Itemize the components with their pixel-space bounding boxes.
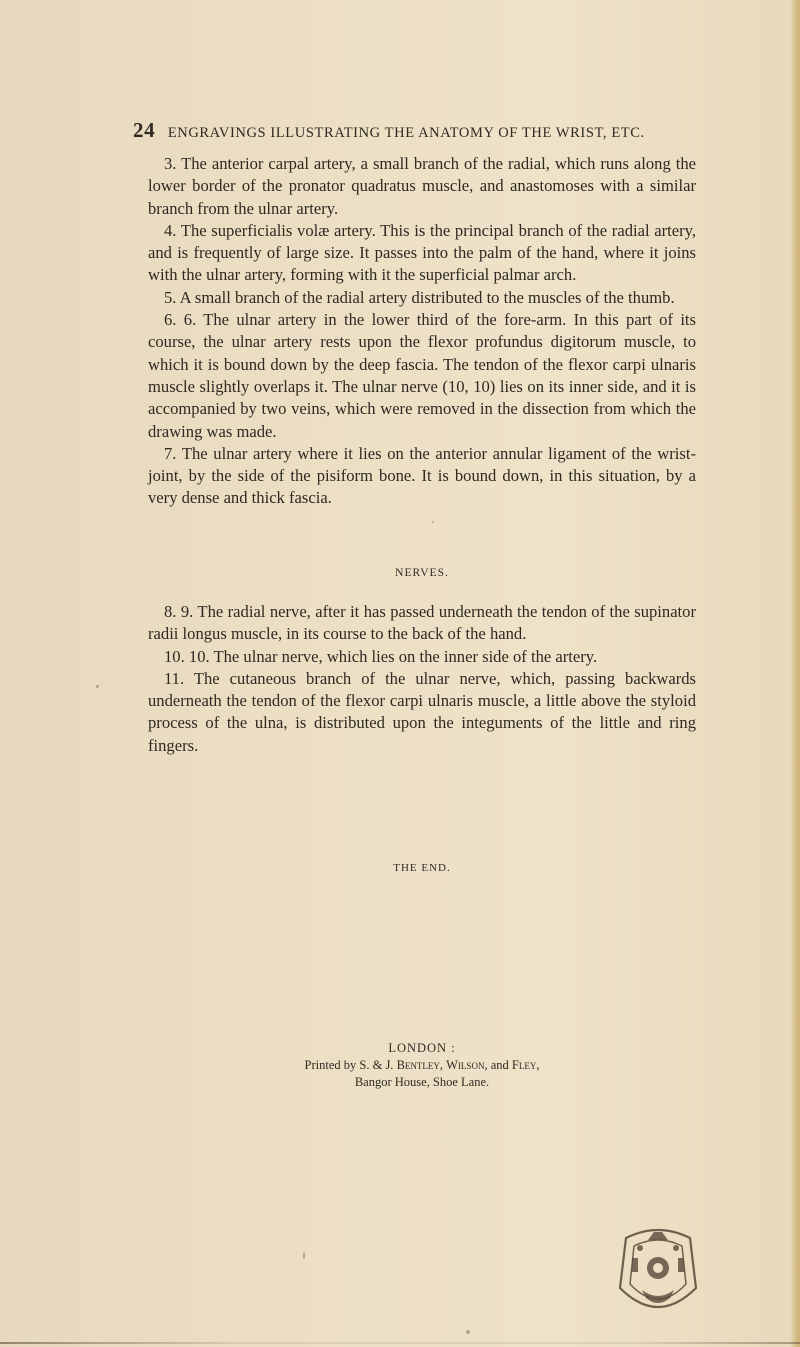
- nerve-item-10: 10. 10. The ulnar nerve, which lies on the inner side of the artery.: [164, 646, 598, 666]
- page-edge-shadow: [790, 0, 800, 1347]
- imprint-city: LONDON :: [388, 1041, 456, 1055]
- artery-item-5: 5. A small branch of the radial artery distributed to the muscles of the thumb.: [164, 287, 675, 307]
- imprint-suffix: ,: [536, 1058, 540, 1072]
- artery-item-7: 7. The ulnar artery where it lies on the anterior annular ligament of the wrist-joint, by the side of the pisiform bone. It is bound down, in this situation, by a very dense and thick fascia.: [148, 443, 696, 508]
- imprint-wilson: Wilson: [446, 1058, 485, 1072]
- artery-item-4: 4. The superficialis volæ artery. This is the principal branch of the radial artery, and is frequently of large size. It passes into the palm of the hand, where it joins with the ulnar artery, forming with it the superficial palmar arch.: [148, 220, 696, 285]
- imprint-prefix: Printed by S. & J.: [304, 1058, 397, 1072]
- imprint-printer-line: [148, 1057, 696, 1074]
- imprint-address: Bangor House, Shoe Lane.: [354, 1075, 490, 1089]
- paper-speck: [96, 685, 99, 688]
- printer-imprint: [148, 1040, 696, 1091]
- nerve-item-8-9: 8. 9. The radial nerve, after it has passed underneath the tendon of the supinator radii longus muscle, in its course to the back of the hand.: [148, 602, 696, 644]
- arteries-list: [148, 153, 696, 510]
- library-stamp-icon: [612, 1218, 704, 1330]
- stamp-svg: [612, 1218, 704, 1330]
- artery-item-6: 6. 6. The ulnar artery in the lower third of the fore-arm. In this part of its course, the ulnar artery rests upon the flexor profundus digitorum muscle, to which it is bound down by the deep fascia. The tendon of the flexor carpi ulnaris muscle slightly overlaps it. The ulnar nerve (10, 10) lies on its inner side, and it is accompanied by two veins, which were removed in the dissection from which the drawing was made.: [148, 310, 696, 441]
- the-end-text: THE END.: [393, 862, 451, 874]
- imprint-bentley: Bentley: [396, 1058, 440, 1072]
- artery-item-3: 3. The anterior carpal artery, a small branch of the radial, which runs along the lower border of the pronator quadratus muscle, and anastomoses with a similar branch from the ulnar artery.: [148, 154, 696, 218]
- nerves-list: [148, 601, 696, 757]
- paper-speck: [466, 1330, 470, 1334]
- imprint-sep1: ,: [439, 1058, 447, 1072]
- running-title: ENGRAVINGS ILLUSTRATING THE ANATOMY OF THE WRIST, ETC.: [167, 125, 645, 141]
- running-header: [133, 118, 693, 143]
- imprint-fley: Fley: [511, 1058, 537, 1072]
- nerves-heading: NERVES.: [395, 567, 449, 579]
- page-number: 24: [133, 118, 156, 142]
- page-bottom-edge: [0, 1342, 800, 1344]
- paper-speck: [432, 521, 434, 523]
- paper-speck: [303, 1252, 305, 1259]
- imprint-sep2: , and: [484, 1058, 512, 1072]
- nerve-item-11: 11. The cutaneous branch of the ulnar nerve, which, passing backwards underneath the tendon of the flexor carpi ulnaris muscle, a little above the styloid process of the ulna, is distributed upon the integuments of the little and ring fingers.: [148, 668, 696, 755]
